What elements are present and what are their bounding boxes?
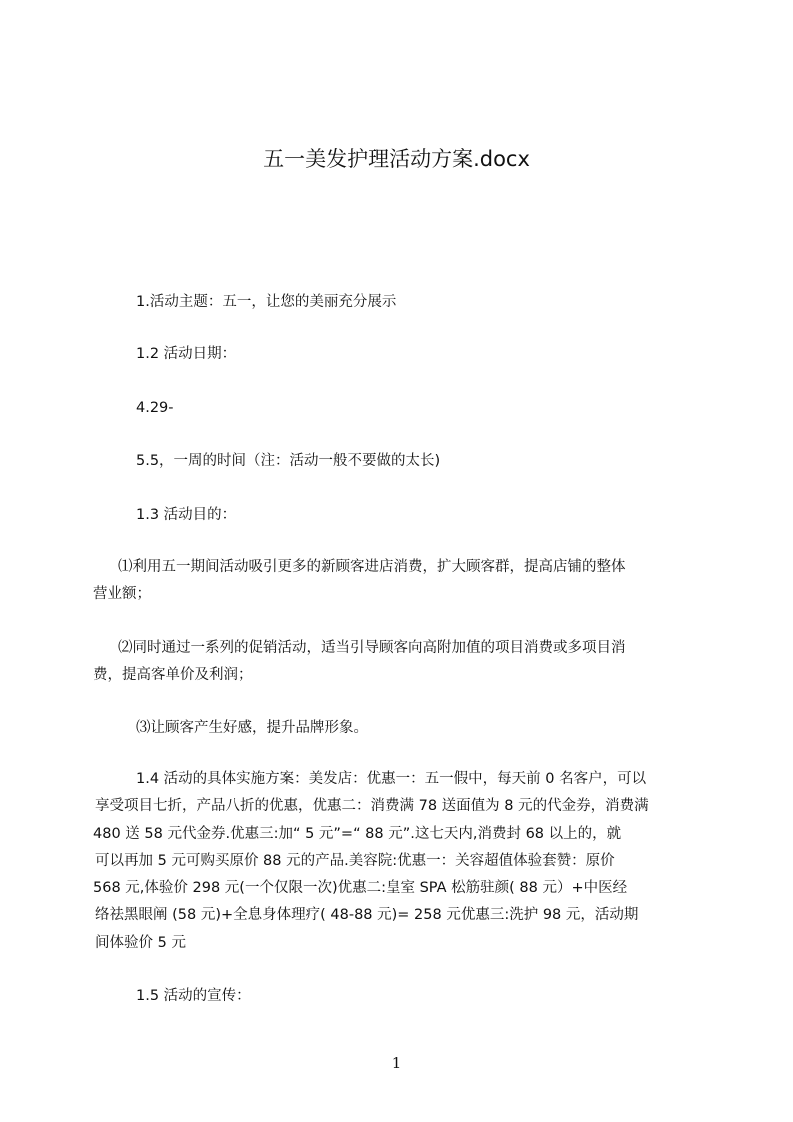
- goal-2-line-1: ⑵同时通过一系列的促销活动，适当引导顾客向高附加值的项目消费或多项目消: [118, 640, 626, 656]
- goal-1-line-2: 营业额；: [93, 586, 151, 602]
- activity-goal-label: 1.3 活动目的：: [136, 507, 237, 523]
- activity-theme: 1.活动主题：五一，让您的美丽充分展示: [136, 294, 397, 310]
- plan-line: 间体验价 5 元: [95, 934, 186, 951]
- document-title: 五一美发护理活动方案.docx: [263, 147, 530, 171]
- plan-line: 480 送 58 元代金券.优惠三:加“ 5 元”=“ 88 元”.这七天内,消费封 68 以上的，就: [93, 825, 622, 842]
- activity-date-end: 5.5，一周的时间（注：活动一般不要做的太长): [136, 453, 441, 469]
- plan-line: 可以再加 5 元可购买原价 88 元的产品.美容院:优惠一：关容超值体验套赞：原价: [95, 852, 615, 869]
- page-number: 1: [391, 1054, 402, 1072]
- activity-date-label: 1.2 活动日期：: [136, 346, 237, 362]
- plan-line: 络祛黑眼阐 (58 元)+全息身体理疗( 48-88 元)= 258 元优惠三:洗护 98 元，活动期: [95, 907, 639, 924]
- plan-line: 1.4 活动的具体实施方案：美发店：优惠一：五一假中，每天前 0 名客户，可以: [136, 771, 647, 787]
- goal-1-line-1: ⑴利用五一期间活动吸引更多的新顾客进店消费，扩大顾客群，提高店铺的整体: [118, 559, 626, 575]
- goal-3: ⑶让顾客产生好感，提升品牌形象。: [136, 720, 368, 736]
- plan-line: 568 元,体验价 298 元(一个仅限一次)优惠二:皇室 SPA 松筋驻颜( 88 元）+中医经: [93, 880, 628, 897]
- goal-2-line-2: 费，提高客单价及利润；: [93, 667, 253, 683]
- promotion-label: 1.5 活动的宣传：: [136, 988, 251, 1004]
- activity-date-start: 4.29-: [136, 400, 174, 416]
- plan-line: 享受项目七折，产品八折的优惠，优惠二：消费满 78 送面值为 8 元的代金券，消费满: [95, 798, 649, 815]
- implementation-plan: [93, 766, 699, 956]
